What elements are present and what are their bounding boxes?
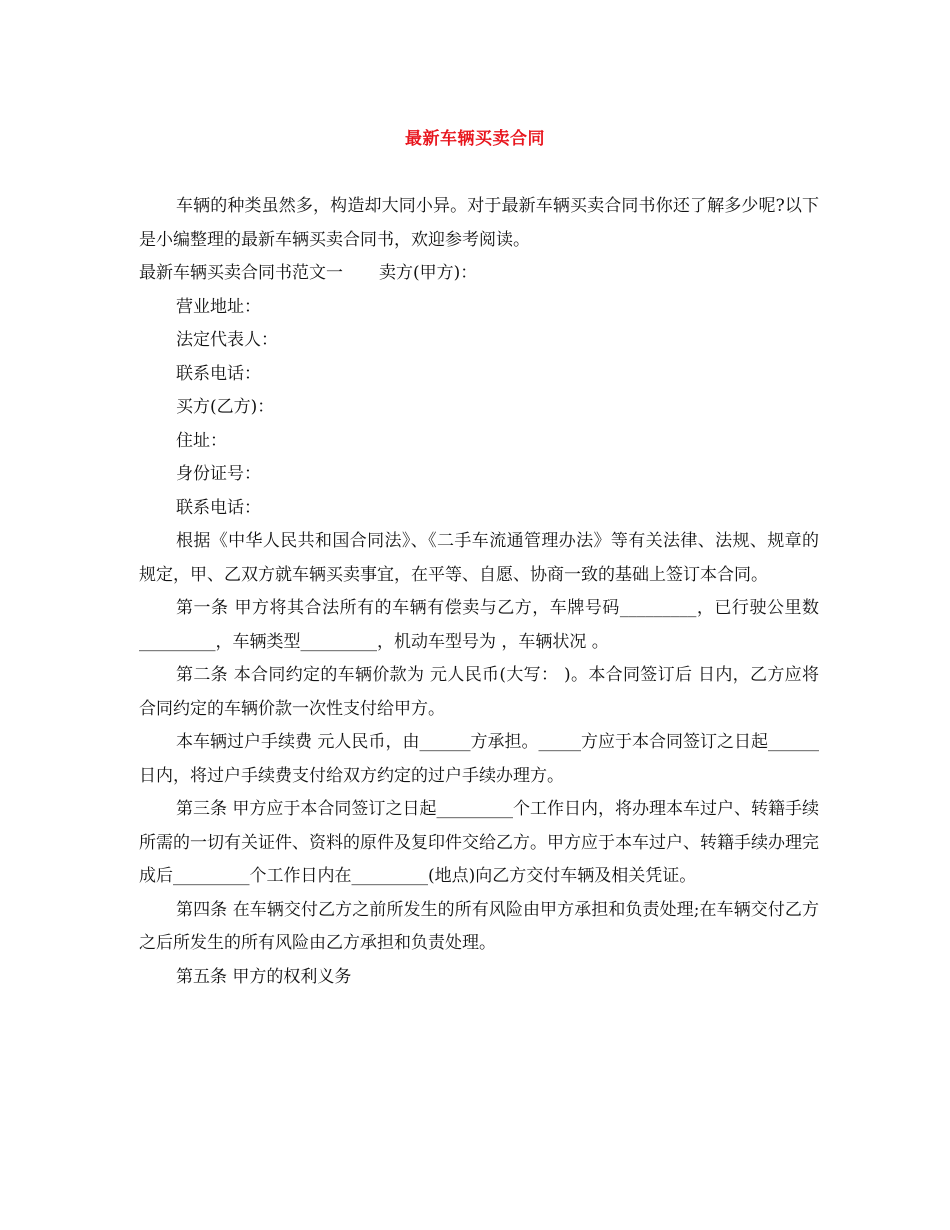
field-address: 住址：	[176, 430, 227, 451]
sample-heading: 最新车辆买卖合同书范文一	[139, 263, 343, 283]
article-5-heading: 第五条 甲方的权利义务	[176, 966, 352, 987]
document-title: 最新车辆买卖合同	[405, 129, 545, 149]
field-buyer: 买方(乙方)：	[176, 397, 275, 417]
article-3-paragraph: 第三条 甲方应于本合同签订之日起_________个工作日内，将办理本车过户、转籍手续所需的一切有关证件、资料的原件及复印件交给乙方。甲方应于本车过户、转籍手续办理完成后_________个工作日内在_________(地点)向乙方交付车辆及相关凭证。	[139, 799, 819, 886]
field-id-number: 身份证号：	[176, 464, 261, 484]
sample-heading-line	[139, 257, 819, 291]
field-seller-phone: 联系电话：	[176, 363, 261, 384]
seller-label: 卖方(甲方)：	[379, 263, 478, 283]
field-business-address: 营业地址：	[176, 296, 261, 317]
legal-basis-paragraph: 根据《中华人民共和国合同法》、《二手车流通管理办法》等有关法律、法规、规章的规定，甲、乙双方就车辆买卖事宜，在平等、自愿、协商一致的基础上签订本合同。	[139, 531, 819, 585]
field-buyer-phone: 联系电话：	[176, 497, 261, 518]
article-2-paragraph: 第二条 本合同约定的车辆价款为 元人民币(大写： )。本合同签订后 日内，乙方应将合同约定的车辆价款一次性支付给甲方。	[139, 665, 819, 719]
field-legal-representative: 法定代表人：	[176, 330, 278, 350]
article-4-paragraph: 第四条 在车辆交付乙方之前所发生的所有风险由甲方承担和负责处理;在车辆交付乙方之后所发生的所有风险由乙方承担和负责处理。	[139, 899, 819, 953]
article-1-paragraph: 第一条 甲方将其合法所有的车辆有偿卖与乙方，车牌号码_________，已行驶公里数_________，车辆类型_________，机动车型号为 ，车辆状况 。	[139, 598, 819, 652]
document-body	[139, 190, 819, 994]
intro-paragraph: 车辆的种类虽然多，构造却大同小异。对于最新车辆买卖合同书你还了解多少呢?以下是小编整理的最新车辆买卖合同书，欢迎参考阅读。	[139, 196, 819, 250]
transfer-fee-paragraph: 本车辆过户手续费 元人民币，由______方承担。_____方应于本合同签订之日起______日内，将过户手续费支付给双方约定的过户手续办理方。	[139, 732, 819, 786]
